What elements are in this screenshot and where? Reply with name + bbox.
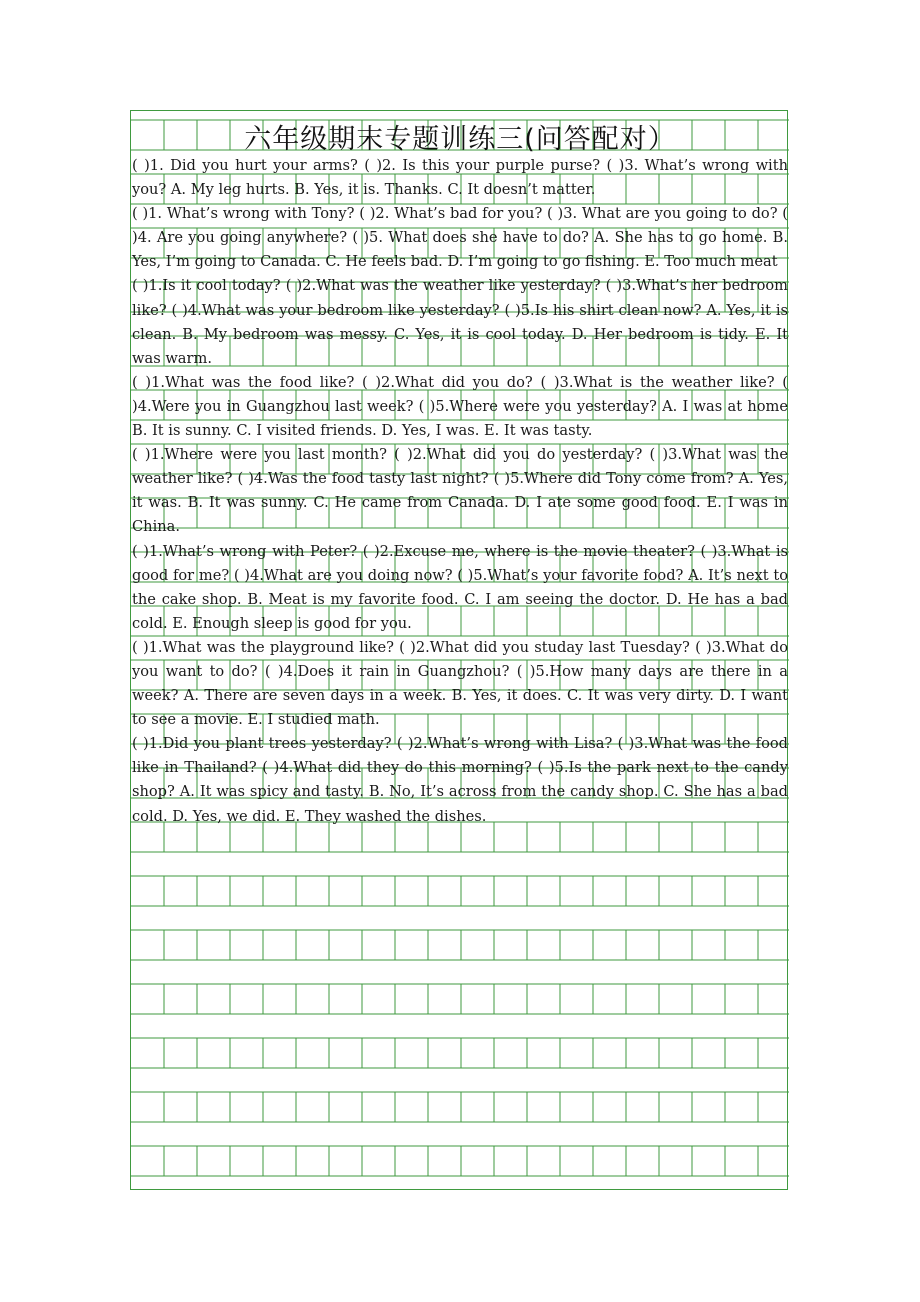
page-title: 六年级期末专题训练三(问答配对）	[244, 124, 676, 155]
exercise-group-6: ( )1.What’s wrong with Peter? ( )2.Excuse me, where is the movie theater? ( )3.What is good for me? ( )4.What are you doing now? ( )5.What’s your favorite food? A. It’s next to the cake shop. B. Meat is my favorite food. C. I am seeing the doctor. D. He has a bad cold. E. Enough sleep is good for you.	[132, 542, 788, 632]
exercise-group-1: ( )1. Did you hurt your arms? ( )2. Is this your purple purse? ( )3. What’s wrong with you? A. My leg hurts. B. Yes, it is. Thanks. C. It doesn’t matter.	[132, 157, 788, 199]
grid-paper-sheet	[130, 110, 788, 1190]
exercise-group-8: ( )1.Did you plant trees yesterday? ( )2.What’s wrong with Lisa? ( )3.What was the food like in Thailand? ( )4.What did they do this morning? ( )5.Is the park next to the candy shop? A. It was spicy and tasty. B. No, It’s across from the candy shop. C. She has a bad cold. D. Yes, we did. E. They washed the dishes.	[132, 735, 788, 825]
exercise-group-7: ( )1.What was the playground like? ( )2.What did you studay last Tuesday? ( )3.What do you want to do? ( )4.Does it rain in Guangzhou? ( )5.How many days are there in a week? A. There are seven days in a week. B. Yes, it does. C. It was very dirty. D. I want to see a movie. E. I studied math.	[132, 638, 788, 729]
exercise-group-4: ( )1.What was the food like? ( )2.What did you do? ( )3.What is the weather like? ( )4.Were you in Guangzhou last week? ( )5.Where were you yesterday? A. I was at home B. It is sunny. C. I visited friends. D. Yes, I was. E. It was tasty.	[132, 373, 788, 440]
exercise-group-2: ( )1. What’s wrong with Tony? ( )2. What’s bad for you? ( )3. What are you going to do? ( )4. Are you going anywhere? ( )5. What does she have to do? A. She has to go home. B. Yes, I’m going to Canada. C. He feels bad. D. I’m going to go fishing. E. Too much meat	[132, 205, 788, 271]
exercise-body	[132, 154, 788, 829]
exercise-group-3: ( )1.Is it cool today? ( )2.What was the weather like yesterday? ( )3.What’s her bedroom like? ( )4.What was your bedroom like yesterday? ( )5.Is his shirt clean now? A. Yes, it is clean. B. My bedroom was messy. C. Yes, it is cool today. D. Her bedroom is tidy. E. It was warm.	[132, 277, 788, 367]
exercise-group-5: ( )1.Where were you last month? ( )2.What did you do yesterday? ( )3.What was the weather like? ( )4.Was the food tasty last night? ( )5.Where did Tony come from? A. Yes, it was. B. It was sunny. C. He came from Canada. D. I ate some good food. E. I was in China.	[132, 446, 788, 536]
